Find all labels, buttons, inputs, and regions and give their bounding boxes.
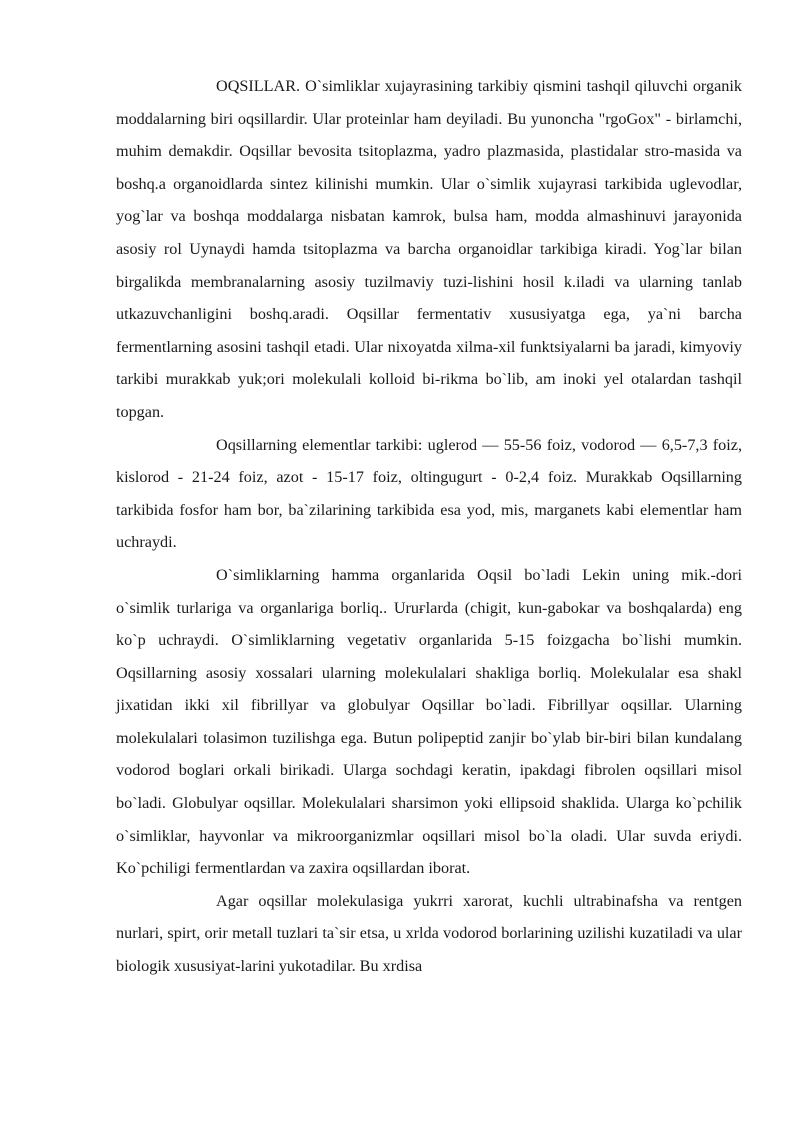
paragraph-oqsillar-intro: OQSILLAR. O`simliklar xujayrasining tarkibiy qismini tashqil qiluvchi organik moddalarning biri oqsillardir. Ular proteinlar ham deyiladi. Bu yunoncha "rgoGox" - birlamchi, muhim demakdir. Oqsillar bevosita tsitoplazma, yadro plazmasida, plastidalar stro-masida va boshq.a organoidlarda sintez kilinishi mumkin. Ular o`simlik xujayrasi tarkibida uglevodlar, yog`lar va boshqa moddalarga nisbatan kamrok, bulsa ham, modda almashinuvi jarayonida asosiy rol Uynaydi hamda tsitoplazma va barcha organoidlar tarkibiga kiradi. Yog`lar bilan birgalikda membranalarning asosiy tuzilmaviy tuzi-lishini hosil k.iladi va ularning tanlab utkazuvchanligini boshq.aradi. Oqsillar fermentativ xususiyatga ega, ya`ni barcha fermentlarning asosini tashqil etadi. Ular nixoyatda xilma-xil funktsiyalarni ba jaradi, kimyoviy tarkibi murakkab yuk;ori molekulali kolloid bi-rikma bo`lib, am inoki yel otalardan tashqil topgan. [116, 77, 742, 421]
paragraph-protein-distribution: O`simliklarning hamma organlarida Oqsil bo`ladi Lekin uning mik.-dori o`simlik turlariga va organlariga borliq.. Uruғlarda (chigit, kun-gabokar va boshqalarda) eng ko`p uchraydi. O`simliklarning vegetativ organlarida 5-15 foizgacha bo`lishi mumkin. Oqsillarning asosiy xossalari ularning molekulalari shakliga borliq. Molekulalar esa shakl jixatidan ikki xil fibrillyar va globulyar Oqsillar bo`ladi. Fibrillyar oqsillar. Ularning molekulalari tolasimon tuzilishga ega. Butun polipeptid zanjir bo`ylab bir-biri bilan kundalang vodorod boglari orkali birikadi. Ularga sochdagi keratin, ipakdagi fibrolen oqsillari misol bo`ladi. Globulyar oqsillar. Molekulalari sharsimon yoki ellipsoid shaklida. Ularga ko`pchilik o`simliklar, hayvonlar va mikroorganizmlar oqsillari misol bo`la oladi. Ular suvda eriydi. Ko`pchiligi fermentlardan va zaxira oqsillardan iborat. [116, 565, 742, 878]
document-page [116, 70, 742, 983]
paragraph-element-composition: Oqsillarning elementlar tarkibi: uglerod — 55-56 foiz, vodorod — 6,5-7,3 foiz, kislorod - 21-24 foiz, azot - 15-17 foiz, oltingugurt - 0-2,4 foiz. Murakkab Oqsillarning tarkibida fosfor ham bor, ba`zilarining tarkibida esa yod, mis, marganets kabi elementlar ham uchraydi. [116, 435, 742, 552]
paragraph-denaturation: Agar oqsillar molekulasiga yukrri xarorat, kuchli ultrabinafsha va rentgen nurlari, spirt, orir metall tuzlari ta`sir etsa, u xrlda vodorod borlarining uzilishi kuzatiladi va ular biologik xususiyat-larini yukotadilar. Bu xrdisa [116, 891, 742, 976]
